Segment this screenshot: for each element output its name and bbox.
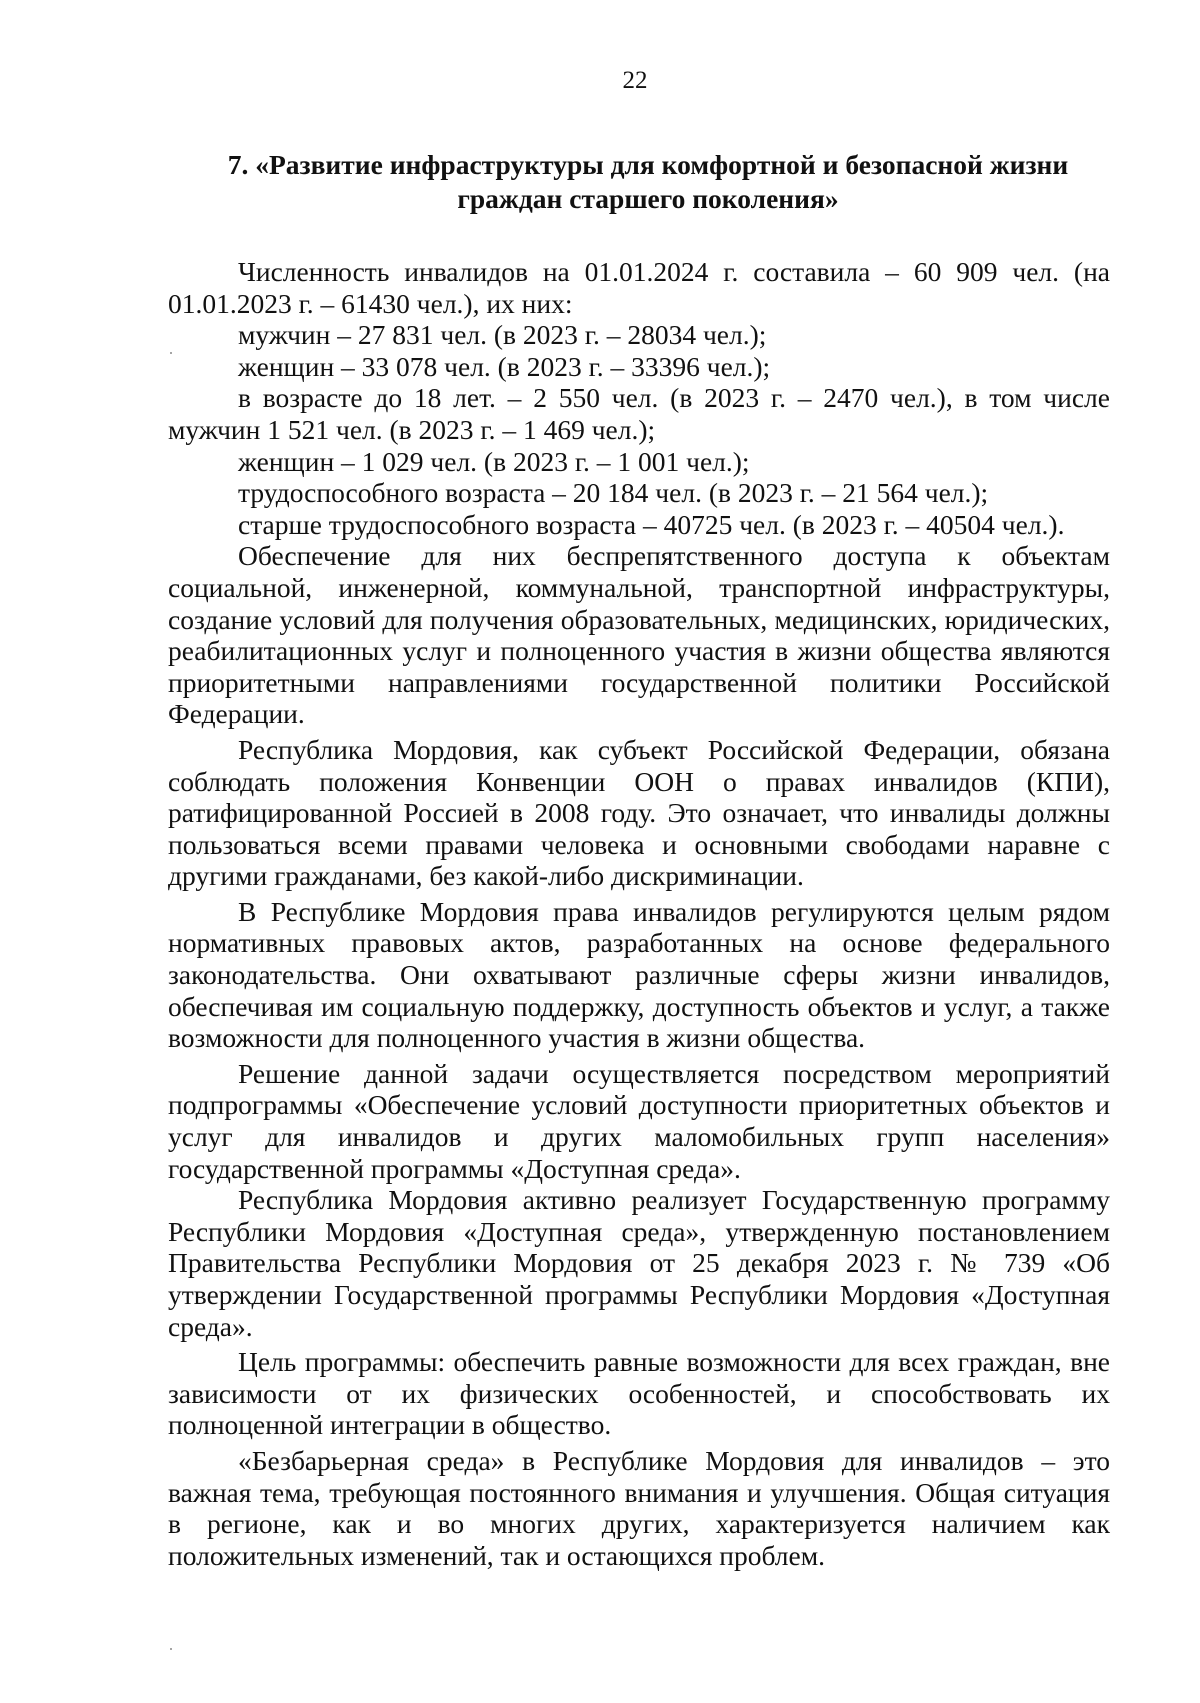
scan-dot: [170, 352, 172, 354]
paragraph-state-program: Республика Мордовия активно реализует Государственную программу Республики Мордовия «Доступная среда», утвержденную постановлением Правительства Республики Мордовия от 25 декабря 2023 г. № 739 «Об утверждении Государственной программы Республики Мордовия «Доступная среда».: [168, 1184, 1110, 1342]
list-item-women: женщин – 33 078 чел. (в 2023 г. – 33396 чел.);: [238, 350, 771, 382]
scan-dot: [170, 1648, 172, 1650]
section-heading: [168, 148, 1110, 216]
page-content: [168, 148, 1110, 1571]
list-item-working-age: трудоспособного возраста – 20 184 чел. (в 2023 г. – 21 564 чел.);: [238, 477, 989, 509]
list-item-under-18: в возрасте до 18 лет. – 2 550 чел. (в 2023 г. – 2470 чел.), в том числе мужчин 1 521 чел. (в 2023 г. – 1 469 чел.);: [168, 382, 1110, 445]
paragraph-un-convention: Республика Мордовия, как субъект Российской Федерации, обязана соблюдать положения Конвенции ООН о правах инвалидов (КПИ), ратифицированной Россией в 2008 году. Это означает, что инвалиды должны пользоваться всеми правами человека и основными свободами наравне с другими гражданами, без какой-либо дискриминации.: [168, 733, 1110, 892]
list-item-above-working-age: старше трудоспособного возраста – 40725 чел. (в 2023 г. – 40504 чел.).: [238, 508, 1065, 540]
paragraph-subprogram: Решение данной задачи осуществляется посредством мероприятий подпрограммы «Обеспечение условий доступности приоритетных объектов и услуг для инвалидов и других маломобильных групп населения» государственной программы «Доступная среда».: [168, 1057, 1110, 1184]
paragraph-program-goal: Цель программы: обеспечить равные возможности для всех граждан, вне зависимости от их физических особенностей, и способствовать их полноценной интеграции в общество.: [168, 1346, 1110, 1441]
page-number: 22: [622, 67, 648, 94]
paragraph-legal-acts: В Республике Мордовия права инвалидов регулируются целым рядом нормативных правовых актов, разработанных на основе федерального законодательства. Они охватывают различные сферы жизни инвалидов, обеспечивая им социальную поддержку, доступность объектов и услуг, а также возможности для полноценного участия в жизни общества.: [168, 895, 1110, 1054]
list-item-under-18-women: женщин – 1 029 чел. (в 2023 г. – 1 001 чел.);: [238, 445, 750, 477]
paragraph-accessibility: Обеспечение для них беспрепятственного доступа к объектам социальной, инженерной, коммунальной, транспортной инфраструктуры, создание условий для получения образовательных, медицинских, юридических, реабилитационных услуг и полноценного участия в жизни общества являются приоритетными направлениями государственной политики Российской Федерации.: [168, 540, 1110, 730]
paragraph-barrier-free: «Безбарьерная среда» в Республике Мордовия для инвалидов – это важная тема, требующая постоянного внимания и улучшения. Общая ситуация в регионе, как и во многих других, характеризуется наличием как положительных изменений, так и остающихся проблем.: [168, 1444, 1110, 1571]
section-heading-line-1: 7. «Развитие инфраструктуры для комфортной и безопасной жизни: [227, 149, 1069, 180]
section-heading-line-2: граждан старшего поколения»: [457, 183, 839, 214]
list-item-men: мужчин – 27 831 чел. (в 2023 г. – 28034 чел.);: [238, 319, 767, 351]
paragraph-total-count: Численность инвалидов на 01.01.2024 г. составила – 60 909 чел. (на 01.01.2023 г. – 61430 чел.), их них:: [168, 256, 1110, 319]
